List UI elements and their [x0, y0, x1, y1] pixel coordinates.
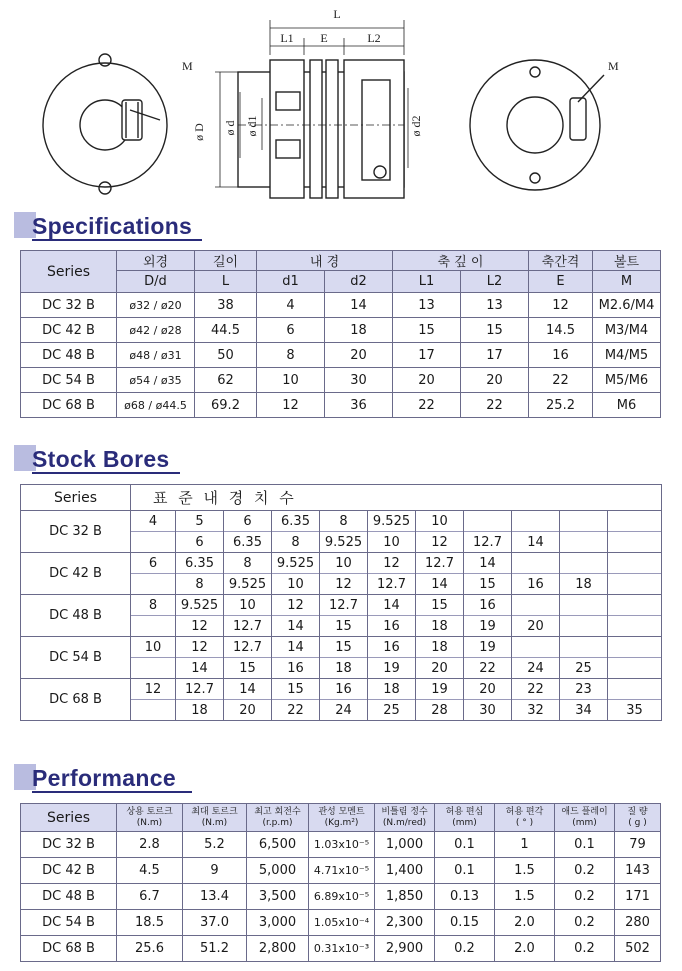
- perf-header: [495, 804, 555, 832]
- bores-cell: 6.35: [224, 532, 272, 553]
- perf-header: [435, 804, 495, 832]
- spec-cell-l2: 17: [461, 343, 529, 368]
- perf-series: DC 48 B: [21, 884, 117, 910]
- bores-cell: 34: [560, 700, 608, 721]
- bores-series: DC 48 B: [21, 595, 131, 637]
- spec-cell-d1: 12: [257, 393, 325, 418]
- bores-cell: 16: [512, 574, 560, 595]
- perf-cell-torsion: 2,900: [375, 936, 435, 962]
- stock-bores-table: [20, 484, 662, 721]
- spec-cell-l2: 20: [461, 368, 529, 393]
- perf-cell-inertia: 0.31x10⁻³: [309, 936, 375, 962]
- bores-cell: 12: [131, 679, 176, 700]
- perf-header-label: 애드 플레이: [561, 806, 608, 817]
- bores-cell: 15: [224, 658, 272, 679]
- dim-L1: L1: [280, 31, 294, 45]
- dim-d1: ø d1: [245, 115, 259, 137]
- perf-row: [21, 936, 661, 962]
- spec-cell-d2: 30: [325, 368, 393, 393]
- perf-series: DC 54 B: [21, 910, 117, 936]
- bores-cell: [464, 511, 512, 532]
- spec-series: DC 32 B: [21, 293, 117, 318]
- bores-cell: [560, 637, 608, 658]
- dim-E: E: [320, 31, 328, 45]
- bores-cell: [512, 511, 560, 532]
- bores-cell: 12: [368, 553, 416, 574]
- perf-header: [615, 804, 661, 832]
- bores-cell: 6: [131, 553, 176, 574]
- bores-cell: 12: [176, 616, 224, 637]
- bores-cell: 19: [464, 616, 512, 637]
- bores-cell: 16: [320, 679, 368, 700]
- perf-header-label: 최고 회전수: [254, 806, 301, 817]
- perf-row: [21, 832, 661, 858]
- perf-cell-mass: 280: [615, 910, 661, 936]
- spec-cell-e: 12: [529, 293, 593, 318]
- heading-underline: [32, 472, 180, 474]
- perf-cell-max: 9: [183, 858, 247, 884]
- spec-cell-l2: 22: [461, 393, 529, 418]
- bores-row: [21, 679, 662, 700]
- bores-cell: 4: [131, 511, 176, 532]
- bores-cell: 16: [464, 595, 512, 616]
- spec-header-gap-unit: E: [529, 271, 593, 293]
- spec-cell-l: 38: [195, 293, 257, 318]
- spec-row: [21, 318, 661, 343]
- spec-header-bolt-unit: M: [593, 271, 661, 293]
- spec-cell-m: M2.6/M4: [593, 293, 661, 318]
- bores-header-series: Series: [21, 485, 131, 511]
- bores-cell: [608, 637, 662, 658]
- perf-cell-ang: 1: [495, 832, 555, 858]
- perf-cell-torsion: 1,400: [375, 858, 435, 884]
- spec-cell-d1: 8: [257, 343, 325, 368]
- bores-cell: 8: [176, 574, 224, 595]
- bores-cell: [608, 511, 662, 532]
- bores-cell: 20: [464, 679, 512, 700]
- bores-cell: 15: [272, 679, 320, 700]
- bores-cell: 14: [224, 679, 272, 700]
- spec-cell-m: M3/M4: [593, 318, 661, 343]
- perf-cell-mass: 79: [615, 832, 661, 858]
- bores-cell: 24: [320, 700, 368, 721]
- spec-cell-m: M6: [593, 393, 661, 418]
- perf-header: [309, 804, 375, 832]
- bores-cell: 18: [176, 700, 224, 721]
- spec-cell-l1: 13: [393, 293, 461, 318]
- bores-cell: [560, 532, 608, 553]
- spec-cell-od: ø32 / ø20: [117, 293, 195, 318]
- spec-header-length-unit: L: [195, 271, 257, 293]
- bores-header-sizes: 표 준 내 경 치 수: [131, 485, 662, 511]
- spec-cell-d1: 10: [257, 368, 325, 393]
- perf-header-unit: (N.m/red): [382, 817, 427, 828]
- spec-cell-od: ø42 / ø28: [117, 318, 195, 343]
- perf-cell-max: 37.0: [183, 910, 247, 936]
- bores-cell: 19: [368, 658, 416, 679]
- spec-cell-od: ø54 / ø35: [117, 368, 195, 393]
- perf-cell-ang: 2.0: [495, 910, 555, 936]
- left-end-view: [43, 54, 167, 194]
- bores-series: DC 32 B: [21, 511, 131, 553]
- perf-cell-ecc: 0.15: [435, 910, 495, 936]
- bores-cell: 6.35: [176, 553, 224, 574]
- performance-heading: [14, 756, 176, 792]
- bores-cell: 28: [416, 700, 464, 721]
- bores-series: DC 42 B: [21, 553, 131, 595]
- spec-cell-e: 14.5: [529, 318, 593, 343]
- bores-cell: 16: [368, 637, 416, 658]
- bores-cell: 6.35: [272, 511, 320, 532]
- perf-cell-rpm: 3,000: [247, 910, 309, 936]
- stock-bores-heading: [14, 437, 170, 473]
- bores-cell: 8: [320, 511, 368, 532]
- bores-cell: 12.7: [224, 637, 272, 658]
- perf-header: [247, 804, 309, 832]
- bores-cell: 35: [608, 700, 662, 721]
- perf-header: [375, 804, 435, 832]
- spec-cell-od: ø68 / ø44.5: [117, 393, 195, 418]
- spec-series: DC 54 B: [21, 368, 117, 393]
- bores-cell: [131, 700, 176, 721]
- bores-row: [21, 511, 662, 532]
- perf-header: [183, 804, 247, 832]
- spec-header-bore: 내 경: [257, 251, 393, 271]
- bores-cell: 32: [512, 700, 560, 721]
- perf-cell-max: 5.2: [183, 832, 247, 858]
- perf-row: [21, 858, 661, 884]
- bores-cell: 25: [368, 700, 416, 721]
- bores-cell: 12.7: [416, 553, 464, 574]
- bores-cell: 12.7: [224, 616, 272, 637]
- bores-cell: [608, 532, 662, 553]
- bores-cell: [131, 532, 176, 553]
- perf-cell-inertia: 1.05x10⁻⁴: [309, 910, 375, 936]
- spec-header-gap: 축간격: [529, 251, 593, 271]
- bores-cell: 18: [560, 574, 608, 595]
- bores-cell: 12.7: [176, 679, 224, 700]
- spec-header-d2: d2: [325, 271, 393, 293]
- bores-series: DC 68 B: [21, 679, 131, 721]
- bores-cell: 12.7: [368, 574, 416, 595]
- bores-cell: [512, 595, 560, 616]
- specifications-title: Specifications: [32, 213, 193, 239]
- perf-header-unit: (Kg.m²): [324, 817, 359, 828]
- perf-cell-rated: 25.6: [117, 936, 183, 962]
- bores-cell: 20: [512, 616, 560, 637]
- perf-cell-rpm: 2,800: [247, 936, 309, 962]
- perf-header-label: 최대 토르크: [191, 806, 238, 817]
- perf-header-unit: (N.m): [201, 817, 228, 828]
- dim-L: L: [333, 7, 341, 21]
- bores-cell: [131, 658, 176, 679]
- bores-cell: 15: [416, 595, 464, 616]
- perf-cell-torsion: 2,300: [375, 910, 435, 936]
- bores-cell: [608, 616, 662, 637]
- spec-cell-e: 22: [529, 368, 593, 393]
- bores-cell: 16: [272, 658, 320, 679]
- bores-cell: 9.525: [368, 511, 416, 532]
- spec-header-od: 외경: [117, 251, 195, 271]
- spec-cell-e: 16: [529, 343, 593, 368]
- perf-header-unit: (mm): [572, 817, 597, 828]
- bores-cell: 30: [464, 700, 512, 721]
- side-view: [215, 20, 408, 198]
- bores-cell: [560, 553, 608, 574]
- perf-header-label: 상용 토르크: [126, 806, 173, 817]
- perf-cell-end: 0.2: [555, 910, 615, 936]
- perf-header-label: 질 량: [627, 806, 648, 817]
- perf-cell-ang: 1.5: [495, 884, 555, 910]
- perf-cell-ecc: 0.1: [435, 858, 495, 884]
- bores-cell: 15: [320, 637, 368, 658]
- bores-cell: 15: [464, 574, 512, 595]
- bores-cell: 8: [224, 553, 272, 574]
- stock-bores-title: Stock Bores: [32, 446, 170, 472]
- spec-cell-l: 62: [195, 368, 257, 393]
- spec-header-l1: L1: [393, 271, 461, 293]
- performance-title: Performance: [32, 765, 176, 791]
- bores-cell: [560, 595, 608, 616]
- dim-d: ø d: [223, 120, 237, 136]
- perf-header-label: 관성 모멘트: [318, 806, 365, 817]
- perf-cell-ecc: 0.13: [435, 884, 495, 910]
- spec-series: DC 68 B: [21, 393, 117, 418]
- specifications-table: [20, 250, 661, 418]
- perf-header-unit: ( g ): [628, 817, 647, 828]
- heading-underline: [32, 239, 202, 241]
- spec-cell-e: 25.2: [529, 393, 593, 418]
- bores-row: [21, 595, 662, 616]
- bores-cell: 9.525: [224, 574, 272, 595]
- bores-cell: 24: [512, 658, 560, 679]
- bores-cell: 9.525: [320, 532, 368, 553]
- spec-cell-l1: 15: [393, 318, 461, 343]
- bores-cell: 14: [416, 574, 464, 595]
- bores-cell: 14: [176, 658, 224, 679]
- perf-cell-rpm: 6,500: [247, 832, 309, 858]
- perf-header-unit: (r.p.m): [262, 817, 293, 828]
- perf-header: [555, 804, 615, 832]
- spec-header-series: Series: [21, 251, 117, 293]
- perf-cell-ecc: 0.2: [435, 936, 495, 962]
- spec-cell-l1: 22: [393, 393, 461, 418]
- bores-cell: [512, 637, 560, 658]
- bores-cell: 14: [512, 532, 560, 553]
- bores-cell: 18: [320, 658, 368, 679]
- bores-cell: 19: [416, 679, 464, 700]
- perf-cell-end: 0.2: [555, 858, 615, 884]
- dim-d2: ø d2: [409, 115, 423, 137]
- performance-table: [20, 803, 661, 962]
- bores-cell: [512, 553, 560, 574]
- bores-cell: [560, 616, 608, 637]
- bores-cell: 20: [224, 700, 272, 721]
- bores-cell: [608, 658, 662, 679]
- spec-row: [21, 293, 661, 318]
- spec-row: [21, 343, 661, 368]
- spec-series: DC 42 B: [21, 318, 117, 343]
- perf-cell-rpm: 3,500: [247, 884, 309, 910]
- bores-cell: 14: [272, 637, 320, 658]
- dim-M-left: M: [182, 59, 193, 73]
- spec-cell-l: 44.5: [195, 318, 257, 343]
- perf-header-unit: ( ° ): [515, 817, 534, 828]
- spec-row: [21, 368, 661, 393]
- bores-cell: [131, 574, 176, 595]
- perf-cell-mass: 502: [615, 936, 661, 962]
- bores-cell: 8: [272, 532, 320, 553]
- spec-series: DC 48 B: [21, 343, 117, 368]
- bores-cell: 12: [416, 532, 464, 553]
- spec-cell-l: 50: [195, 343, 257, 368]
- spec-cell-m: M4/M5: [593, 343, 661, 368]
- dim-OD: ø D: [192, 123, 206, 141]
- perf-cell-max: 13.4: [183, 884, 247, 910]
- heading-underline: [32, 791, 192, 793]
- spec-cell-d2: 14: [325, 293, 393, 318]
- perf-header-label: 허용 편심: [445, 806, 484, 817]
- spec-cell-l1: 17: [393, 343, 461, 368]
- bores-cell: [608, 574, 662, 595]
- bores-series: DC 54 B: [21, 637, 131, 679]
- bores-cell: [560, 511, 608, 532]
- perf-cell-rpm: 5,000: [247, 858, 309, 884]
- perf-row: [21, 884, 661, 910]
- bores-cell: 12.7: [464, 532, 512, 553]
- bores-cell: 10: [272, 574, 320, 595]
- bores-cell: 10: [224, 595, 272, 616]
- perf-header-series: Series: [21, 804, 117, 832]
- perf-cell-mass: 171: [615, 884, 661, 910]
- perf-header-unit: (N.m): [136, 817, 163, 828]
- spec-cell-od: ø48 / ø31: [117, 343, 195, 368]
- perf-cell-torsion: 1,000: [375, 832, 435, 858]
- spec-header-l2: L2: [461, 271, 529, 293]
- bores-cell: 18: [416, 637, 464, 658]
- spec-cell-m: M5/M6: [593, 368, 661, 393]
- bores-cell: 23: [560, 679, 608, 700]
- bores-cell: 19: [464, 637, 512, 658]
- perf-row: [21, 910, 661, 936]
- spec-cell-l2: 15: [461, 318, 529, 343]
- perf-series: DC 32 B: [21, 832, 117, 858]
- dim-L2: L2: [367, 31, 381, 45]
- perf-cell-rated: 2.8: [117, 832, 183, 858]
- bores-cell: [608, 553, 662, 574]
- bores-cell: 25: [560, 658, 608, 679]
- perf-cell-ang: 1.5: [495, 858, 555, 884]
- right-end-view: [470, 60, 604, 190]
- bores-cell: 6: [176, 532, 224, 553]
- perf-cell-ang: 2.0: [495, 936, 555, 962]
- bores-cell: 18: [416, 616, 464, 637]
- spec-cell-d2: 20: [325, 343, 393, 368]
- spec-header-depth: 축 깊 이: [393, 251, 529, 271]
- spec-cell-l2: 13: [461, 293, 529, 318]
- bores-cell: 9.525: [272, 553, 320, 574]
- bores-cell: 22: [464, 658, 512, 679]
- perf-cell-inertia: 1.03x10⁻⁵: [309, 832, 375, 858]
- perf-header-label: 비틀림 정수: [381, 806, 428, 817]
- perf-cell-rated: 18.5: [117, 910, 183, 936]
- bores-row: [21, 553, 662, 574]
- specifications-heading: [14, 204, 193, 240]
- perf-header: [117, 804, 183, 832]
- perf-cell-mass: 143: [615, 858, 661, 884]
- perf-cell-rated: 4.5: [117, 858, 183, 884]
- bores-cell: 22: [272, 700, 320, 721]
- bores-cell: 12.7: [320, 595, 368, 616]
- bores-cell: 5: [176, 511, 224, 532]
- bores-cell: 15: [320, 616, 368, 637]
- perf-series: DC 42 B: [21, 858, 117, 884]
- bores-cell: [608, 679, 662, 700]
- bores-cell: 14: [368, 595, 416, 616]
- spec-cell-l1: 20: [393, 368, 461, 393]
- dim-M-right: M: [608, 59, 619, 73]
- perf-cell-torsion: 1,850: [375, 884, 435, 910]
- bores-cell: 6: [224, 511, 272, 532]
- coupling-technical-drawing: [0, 0, 682, 200]
- spec-cell-d2: 36: [325, 393, 393, 418]
- bores-cell: 8: [131, 595, 176, 616]
- spec-header-d1: d1: [257, 271, 325, 293]
- spec-header-od-unit: D/d: [117, 271, 195, 293]
- perf-cell-ecc: 0.1: [435, 832, 495, 858]
- bores-cell: 14: [272, 616, 320, 637]
- bores-cell: 10: [416, 511, 464, 532]
- perf-cell-end: 0.2: [555, 936, 615, 962]
- spec-cell-d1: 4: [257, 293, 325, 318]
- spec-header-length: 길이: [195, 251, 257, 271]
- spec-cell-l: 69.2: [195, 393, 257, 418]
- spec-cell-d2: 18: [325, 318, 393, 343]
- perf-header-unit: (mm): [452, 817, 477, 828]
- bores-cell: 12: [176, 637, 224, 658]
- bores-cell: 9.525: [176, 595, 224, 616]
- perf-header-label: 허용 편각: [505, 806, 544, 817]
- bores-cell: 18: [368, 679, 416, 700]
- bores-cell: 10: [368, 532, 416, 553]
- perf-cell-inertia: 6.89x10⁻⁵: [309, 884, 375, 910]
- bores-cell: 20: [416, 658, 464, 679]
- perf-cell-end: 0.1: [555, 832, 615, 858]
- bores-cell: 12: [272, 595, 320, 616]
- bores-cell: [131, 616, 176, 637]
- bores-cell: 10: [131, 637, 176, 658]
- bores-cell: 12: [320, 574, 368, 595]
- perf-cell-end: 0.2: [555, 884, 615, 910]
- perf-cell-max: 51.2: [183, 936, 247, 962]
- spec-cell-d1: 6: [257, 318, 325, 343]
- bores-cell: 10: [320, 553, 368, 574]
- bores-cell: 22: [512, 679, 560, 700]
- perf-cell-inertia: 4.71x10⁻⁵: [309, 858, 375, 884]
- spec-row: [21, 393, 661, 418]
- bores-row: [21, 637, 662, 658]
- bores-cell: 16: [368, 616, 416, 637]
- spec-header-bolt: 볼트: [593, 251, 661, 271]
- perf-series: DC 68 B: [21, 936, 117, 962]
- bores-cell: 14: [464, 553, 512, 574]
- perf-cell-rated: 6.7: [117, 884, 183, 910]
- bores-cell: [608, 595, 662, 616]
